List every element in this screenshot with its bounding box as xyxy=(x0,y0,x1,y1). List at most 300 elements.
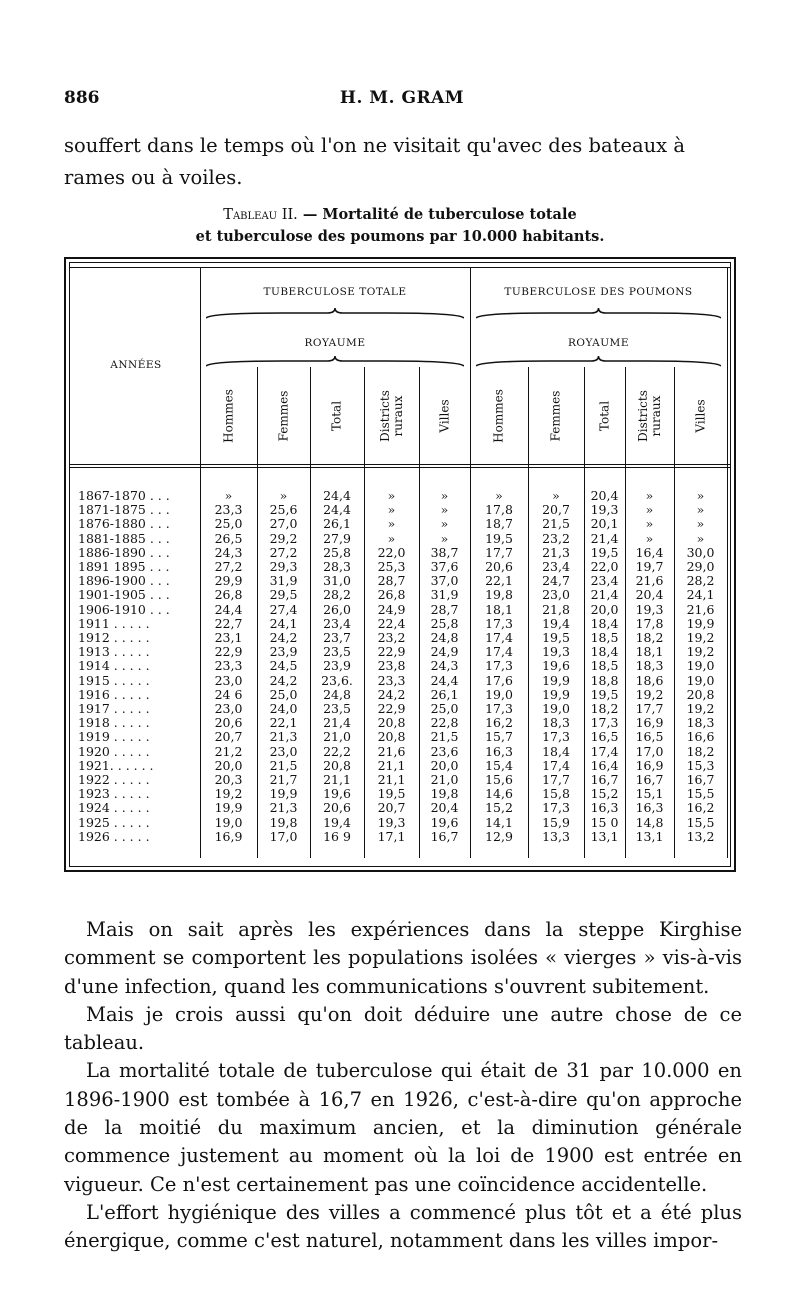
row-year: 1915 . . . . . xyxy=(78,672,150,688)
row-year: 1924 . . . . . xyxy=(78,800,150,816)
table-cell: 24,3 xyxy=(214,544,243,560)
row-year: 1919 . . . . . xyxy=(78,729,150,745)
caption-title-line1: — Mortalité de tuberculose totale xyxy=(302,206,577,223)
column-header xyxy=(595,375,615,457)
table-cell: 16 9 xyxy=(323,828,351,844)
table-cell: 22,4 xyxy=(377,615,406,631)
column-header-label: Femmes xyxy=(276,390,290,442)
row-year: 1914 . . . . . xyxy=(78,658,150,674)
table-cell: 23,1 xyxy=(214,630,243,645)
table-cell: 20,4 xyxy=(430,800,459,816)
table-cell: 19,7 xyxy=(635,559,664,574)
table-cell: 21,6 xyxy=(635,573,664,589)
table-cell: 20,7 xyxy=(377,800,406,816)
table-cell: 15 0 xyxy=(590,814,619,830)
table-cell: » xyxy=(440,488,449,503)
column-header-label: Districts ruraux xyxy=(377,390,405,442)
table-cell: 23,4 xyxy=(590,573,619,589)
table-cell: 21,3 xyxy=(269,800,298,816)
mortality-table xyxy=(64,257,736,872)
row-year: 1891 1895 . . . xyxy=(78,559,170,574)
table-cell: » xyxy=(645,502,654,518)
table-cell: 18,3 xyxy=(635,658,664,674)
table-cell: 22,8 xyxy=(430,715,459,731)
group-header-total: TUBERCULOSE TOTALE xyxy=(263,286,407,298)
table-cell: 29,9 xyxy=(214,573,243,589)
brace-lungs xyxy=(476,307,721,319)
table-cell: 19,9 xyxy=(214,800,243,816)
table-cell: 17,0 xyxy=(269,828,298,844)
table-cell: 19,6 xyxy=(323,786,351,802)
table-cell: 22,2 xyxy=(323,743,351,759)
column-header-label: Total xyxy=(329,400,344,432)
table-cell: 20,4 xyxy=(590,488,619,503)
table-cell: 20,0 xyxy=(590,601,619,617)
table-cell: 23,4 xyxy=(542,559,570,574)
table-cell: 19,2 xyxy=(214,786,243,802)
years-header: ANNÉES xyxy=(110,359,162,371)
table-cell: 23,5 xyxy=(323,644,351,660)
table-cell: 17,4 xyxy=(485,644,513,660)
table-cell: 19,4 xyxy=(542,615,570,631)
table-cell: 23,5 xyxy=(323,701,351,716)
table-cell: 24,4 xyxy=(323,488,351,503)
table-cell: 27,9 xyxy=(323,530,351,546)
column-header xyxy=(377,375,405,457)
table-cell: 29,2 xyxy=(269,530,298,546)
table-cell: 18,3 xyxy=(542,715,570,731)
table-cell: 18,2 xyxy=(590,701,619,716)
table-cell: 20,1 xyxy=(590,516,619,532)
table-cell: 17,3 xyxy=(542,800,570,816)
table-cell: 18,3 xyxy=(686,715,715,731)
column-header xyxy=(635,375,663,457)
table-cell: 19,3 xyxy=(590,502,619,518)
table-cell: 23,2 xyxy=(377,630,406,645)
table-cell: 24,4 xyxy=(323,502,351,518)
table-cell: 24,0 xyxy=(269,701,298,716)
table-cell: 24,4 xyxy=(214,601,243,617)
table-cell: 23,6 xyxy=(430,743,459,759)
table-cell: 37,6 xyxy=(430,559,459,574)
row-year: 1921. . . . . . xyxy=(78,757,154,773)
table-cell: 18,8 xyxy=(590,672,619,688)
table-cell: 23,8 xyxy=(377,658,406,674)
table-cell: 15,6 xyxy=(485,772,513,787)
row-year: 1926 . . . . . xyxy=(78,828,150,844)
table-cell: 25,6 xyxy=(269,502,298,518)
table-cell: » xyxy=(645,530,654,546)
table-cell: 21,6 xyxy=(686,601,715,617)
table-cell: 20,0 xyxy=(214,757,243,773)
table-cell: 21,4 xyxy=(590,530,619,546)
table-cell: 17,4 xyxy=(542,757,570,773)
column-header xyxy=(327,375,347,457)
table-cell: 29,3 xyxy=(269,559,298,574)
table-cell: 26,0 xyxy=(323,601,351,617)
table-cell: 19,8 xyxy=(485,587,513,603)
table-cell: 24,1 xyxy=(269,615,298,631)
table-cell: 24,1 xyxy=(686,587,715,603)
table-cell: 17,0 xyxy=(635,743,664,759)
table-cell: 16,7 xyxy=(635,772,664,787)
table-cell: 19,3 xyxy=(542,644,570,660)
table-cell: 17,7 xyxy=(542,772,570,787)
table-cell: 21,5 xyxy=(430,729,459,745)
table-cell: 19,2 xyxy=(686,644,715,660)
table-cell: 21,5 xyxy=(542,516,570,532)
table-cell: 19,5 xyxy=(542,630,570,645)
table-cell: 20,6 xyxy=(323,800,351,816)
table-cell: 16,7 xyxy=(430,828,459,844)
table-cell: 27,2 xyxy=(269,544,298,560)
table-cell: 23,3 xyxy=(214,502,243,518)
table-cell: 21,7 xyxy=(269,772,298,787)
paragraph: L'effort hygiénique des villes a commencé plus tôt et a été plus énergique, comme c'est naturel, notamment dans les villes impor- xyxy=(64,1200,742,1253)
table-cell: 17,1 xyxy=(377,828,406,844)
table-cell: 18,2 xyxy=(686,743,715,759)
table-cell: » xyxy=(696,530,705,546)
table-cell: 26,8 xyxy=(214,587,243,603)
table-cell: 24,7 xyxy=(542,573,570,589)
table-cell: 19,5 xyxy=(590,544,619,560)
table-cell: 19,0 xyxy=(542,701,570,716)
table-cell: 16,5 xyxy=(635,729,664,745)
table-cell: 16,7 xyxy=(686,772,715,787)
row-year: 1896-1900 . . . xyxy=(78,573,170,589)
table-cell: 23,0 xyxy=(542,587,570,603)
column-separator xyxy=(727,267,728,858)
table-cell: 22,9 xyxy=(377,644,406,660)
table-cell: 14,6 xyxy=(485,786,513,802)
table-cell: 25,0 xyxy=(214,516,243,532)
table-cell: 20,4 xyxy=(635,587,664,603)
table-cell: 28,7 xyxy=(377,573,406,589)
table-cell: » xyxy=(387,488,396,503)
table-cell: 22,9 xyxy=(377,701,406,716)
intro-text: souffert dans le temps où l'on ne visitait qu'avec des bateaux à rames ou à voiles. xyxy=(64,134,686,189)
table-cell: 26,1 xyxy=(430,686,459,702)
table-cell: 21,2 xyxy=(214,743,243,759)
column-header xyxy=(546,375,566,457)
table-cell: 19,0 xyxy=(485,686,513,702)
table-cell: 18,1 xyxy=(635,644,664,660)
table-cell: » xyxy=(387,516,396,532)
table-cell: » xyxy=(440,516,449,532)
table-cell: 20,8 xyxy=(686,686,715,702)
table-cell: 16,3 xyxy=(590,800,619,816)
table-cell: 22,7 xyxy=(214,615,243,631)
table-cell: 18,6 xyxy=(635,672,664,688)
table-cell: 15,4 xyxy=(485,757,513,773)
row-year: 1925 . . . . . xyxy=(78,814,150,830)
table-cell: 19,9 xyxy=(686,615,715,631)
table-cell: 19,0 xyxy=(686,658,715,674)
table-cell: 38,7 xyxy=(430,544,459,560)
table-cell: 24,5 xyxy=(269,658,298,674)
row-year: 1918 . . . . . xyxy=(78,715,150,731)
paragraph: Mais on sait après les expériences dans la steppe Kirghise comment se comportent les populations isolées « vierges » vis-à-vis d'une infection, quand les communications s'ouvrent subitement. xyxy=(64,918,742,998)
table-cell: » xyxy=(224,488,233,503)
table-cell: 23,9 xyxy=(269,644,298,660)
table-cell: 19,2 xyxy=(686,701,715,716)
table-cell: 19,5 xyxy=(590,686,619,702)
table-cell: 25,0 xyxy=(269,686,298,702)
table-cell: 17,7 xyxy=(635,701,664,716)
table-cell: 31,9 xyxy=(430,587,459,603)
table-cell: 21,3 xyxy=(269,729,298,745)
table-cell: 17,3 xyxy=(485,701,513,716)
table-cell: 21,4 xyxy=(323,715,351,731)
table-cell: 21,1 xyxy=(323,772,351,787)
table-cell: 16,4 xyxy=(590,757,619,773)
row-year: 1913 . . . . . xyxy=(78,644,150,660)
column-header xyxy=(274,375,294,457)
table-cell: 21,0 xyxy=(430,772,459,787)
table-cell: 16,7 xyxy=(590,772,619,787)
table-cell: 16,3 xyxy=(635,800,664,816)
table-cell: 25,8 xyxy=(323,544,351,560)
row-year: 1876-1880 . . . xyxy=(78,516,170,532)
table-cell: » xyxy=(495,488,503,503)
row-year: 1922 . . . . . xyxy=(78,772,150,787)
table-cell: 19,9 xyxy=(542,686,570,702)
table-cell: 16,9 xyxy=(214,828,243,844)
table-cell: » xyxy=(696,488,705,503)
column-header-label: Femmes xyxy=(548,390,563,442)
page-number: 886 xyxy=(64,88,100,108)
table-cell: 37,0 xyxy=(430,573,459,589)
table-cell: 19,3 xyxy=(377,814,406,830)
table-cell: 19,2 xyxy=(635,686,664,702)
table-cell: 17,3 xyxy=(542,729,570,745)
table-cell: 14,1 xyxy=(485,814,513,830)
table-cell: 21,8 xyxy=(542,601,570,617)
table-cell: 17,3 xyxy=(590,715,619,731)
paragraph: Mais je crois aussi qu'on doit déduire une autre chose de ce tableau. xyxy=(64,1002,742,1055)
table-cell: 21,1 xyxy=(377,757,406,773)
table-cell: 19,9 xyxy=(542,672,570,688)
table-cell: 23,6. xyxy=(321,672,353,688)
table-cell: 17,6 xyxy=(485,672,513,688)
table-cell: 24,8 xyxy=(430,630,459,645)
row-year: 1916 . . . . . xyxy=(78,686,150,702)
table-cell: 27,0 xyxy=(269,516,298,532)
table-cell: » xyxy=(387,530,396,546)
table-cell: 18,4 xyxy=(590,644,619,660)
table-cell: 29,0 xyxy=(686,559,715,574)
table-cell: 28,7 xyxy=(430,601,459,617)
table-caption xyxy=(100,204,700,248)
brace-royaume-lungs xyxy=(476,355,721,367)
table-cell: 30,0 xyxy=(686,544,715,560)
header-top-rule xyxy=(69,267,731,268)
table-cell: » xyxy=(696,516,705,532)
table-cell: 27,2 xyxy=(214,559,243,574)
table-cell: 17,3 xyxy=(485,615,513,631)
caption-label: Tableau II. xyxy=(223,207,298,223)
table-cell: 21,3 xyxy=(542,544,570,560)
table-cell: 16,5 xyxy=(590,729,619,745)
header-bottom-rule xyxy=(69,464,731,465)
table-cell: 26,5 xyxy=(214,530,243,546)
table-cell: 19,9 xyxy=(269,786,298,802)
table-cell: 23,0 xyxy=(214,701,243,716)
table-cell: 13,2 xyxy=(686,828,715,844)
column-header-label: Total xyxy=(597,400,611,432)
royaume-label-lungs: ROYAUME xyxy=(568,337,629,349)
column-header xyxy=(219,375,239,457)
running-header xyxy=(64,88,740,114)
table-cell: » xyxy=(552,488,560,503)
table-cell: 19,6 xyxy=(542,658,570,674)
table-cell: 16,9 xyxy=(635,757,664,773)
row-year: 1911 . . . . . xyxy=(78,615,150,631)
table-cell: 23,9 xyxy=(323,658,351,674)
brace-total xyxy=(206,307,464,319)
table-cell: 18,1 xyxy=(485,601,513,617)
table-cell: 16,9 xyxy=(635,715,664,731)
table-cell: 24,9 xyxy=(430,644,459,660)
column-header xyxy=(435,375,455,457)
table-cell: 18,4 xyxy=(590,615,619,631)
table-cell: 23,0 xyxy=(269,743,298,759)
row-year: 1871-1875 . . . xyxy=(78,502,170,518)
table-cell: 19,0 xyxy=(686,672,715,688)
column-header-label: Districts ruraux xyxy=(635,390,663,442)
table-cell: 20,6 xyxy=(214,715,243,731)
brace-royaume-total xyxy=(206,355,464,367)
table-cell: » xyxy=(440,502,449,518)
table-cell: 17,8 xyxy=(635,615,664,631)
table-cell: 20,7 xyxy=(542,502,570,518)
table-cell: 25,8 xyxy=(430,615,459,631)
table-cell: 19,2 xyxy=(686,630,715,645)
table-cell: 15,7 xyxy=(485,729,513,745)
table-cell: 24 6 xyxy=(214,686,243,702)
table-cell: 15,1 xyxy=(635,786,664,802)
row-year: 1906-1910 . . . xyxy=(78,601,170,617)
table-cell: 18,4 xyxy=(542,743,570,759)
table-cell: 16,4 xyxy=(635,544,664,560)
table-cell: 16,6 xyxy=(686,729,715,745)
table-cell: 20,0 xyxy=(430,757,459,773)
table-cell: 12,9 xyxy=(485,828,513,844)
table-cell: 22,0 xyxy=(590,559,619,574)
row-year: 1886-1890 . . . xyxy=(78,544,170,560)
table-cell: 23,4 xyxy=(323,615,351,631)
table-cell: 22,9 xyxy=(214,644,243,660)
table-cell: 13,3 xyxy=(542,828,570,844)
table-cell: 23,7 xyxy=(323,630,351,645)
header-bottom-rule-2 xyxy=(69,467,731,468)
table-cell: 19,5 xyxy=(377,786,406,802)
row-year: 1923 . . . . . xyxy=(78,786,150,802)
table-cell: 23,3 xyxy=(377,672,406,688)
table-cell: 23,2 xyxy=(542,530,570,546)
table-cell: 22,1 xyxy=(485,573,513,589)
row-year: 1901-1905 . . . xyxy=(78,587,170,603)
column-header-label: Hommes xyxy=(221,389,235,443)
table-cell: 18,2 xyxy=(635,630,664,645)
table-cell: 23,3 xyxy=(214,658,243,674)
royaume-label-total: ROYAUME xyxy=(304,337,366,349)
group-header-lungs: TUBERCULOSE DES POUMONS xyxy=(504,286,693,298)
table-cell: 21,6 xyxy=(377,743,406,759)
table-cell: 19,6 xyxy=(430,814,459,830)
table-cell: 24,3 xyxy=(430,658,459,674)
column-header-label: Hommes xyxy=(491,389,506,443)
table-cell: 13,1 xyxy=(635,828,664,844)
row-year: 1867-1870 . . . xyxy=(78,488,170,503)
table-cell: 24,2 xyxy=(377,686,406,702)
table-cell: 19,8 xyxy=(430,786,459,802)
row-year: 1917 . . . . . xyxy=(78,701,150,716)
table-cell: 21,4 xyxy=(590,587,619,603)
table-cell: 18,5 xyxy=(590,630,619,645)
table-cell: 26,8 xyxy=(377,587,406,603)
table-cell: 22,0 xyxy=(377,544,406,560)
row-year: 1881-1885 . . . xyxy=(78,530,170,546)
caption-title-line2: et tuberculose des poumons par 10.000 habitants. xyxy=(195,228,605,245)
table-cell: 16,2 xyxy=(686,800,715,816)
table-cell: 18,7 xyxy=(485,516,513,532)
table-cell: 17,7 xyxy=(485,544,513,560)
table-cell: 17,4 xyxy=(485,630,513,645)
table-cell: 15,2 xyxy=(590,786,619,802)
table-cell: 22,1 xyxy=(269,715,298,731)
table-cell: » xyxy=(440,530,449,546)
table-cell: 20,8 xyxy=(377,715,406,731)
table-cell: 21,0 xyxy=(323,729,351,745)
table-cell: 15,9 xyxy=(542,814,570,830)
table-cell: 24,8 xyxy=(323,686,351,702)
running-head-author: H. M. GRAM xyxy=(339,88,465,108)
table-cell: » xyxy=(279,488,288,503)
column-header-label: Villes xyxy=(437,399,451,433)
table-cell: 20,8 xyxy=(377,729,406,745)
column-header xyxy=(691,375,711,457)
table-cell: 26,1 xyxy=(323,516,351,532)
table-cell: 19,4 xyxy=(323,814,351,830)
table-cell: 28,3 xyxy=(323,559,351,574)
table-cell: 28,2 xyxy=(323,587,351,603)
table-cell: 20,8 xyxy=(323,757,351,773)
table-cell: 16,3 xyxy=(485,743,513,759)
table-cell: 24,4 xyxy=(430,672,459,688)
table-cell: 19,8 xyxy=(269,814,298,830)
table-cell: 15,5 xyxy=(686,786,715,802)
table-cell: 16,2 xyxy=(485,715,513,731)
table-cell: 15,2 xyxy=(485,800,513,816)
table-cell: 31,0 xyxy=(323,573,351,589)
table-cell: 27,4 xyxy=(269,601,298,617)
column-header-label: Villes xyxy=(693,399,707,433)
table-cell: 18,5 xyxy=(590,658,619,674)
table-cell: 20,3 xyxy=(214,772,243,787)
table-cell: 29,5 xyxy=(269,587,298,603)
table-cell: 15,3 xyxy=(686,757,715,773)
table-cell: 24,9 xyxy=(377,601,406,617)
table-cell: 13,1 xyxy=(590,828,619,844)
table-cell: 21,1 xyxy=(377,772,406,787)
table-cell: 21,5 xyxy=(269,757,298,773)
table-cell: » xyxy=(645,516,654,532)
table-cell: 24,2 xyxy=(269,672,298,688)
body-text xyxy=(64,916,742,1256)
table-cell: 17,3 xyxy=(485,658,513,674)
table-cell: 25,3 xyxy=(377,559,406,574)
